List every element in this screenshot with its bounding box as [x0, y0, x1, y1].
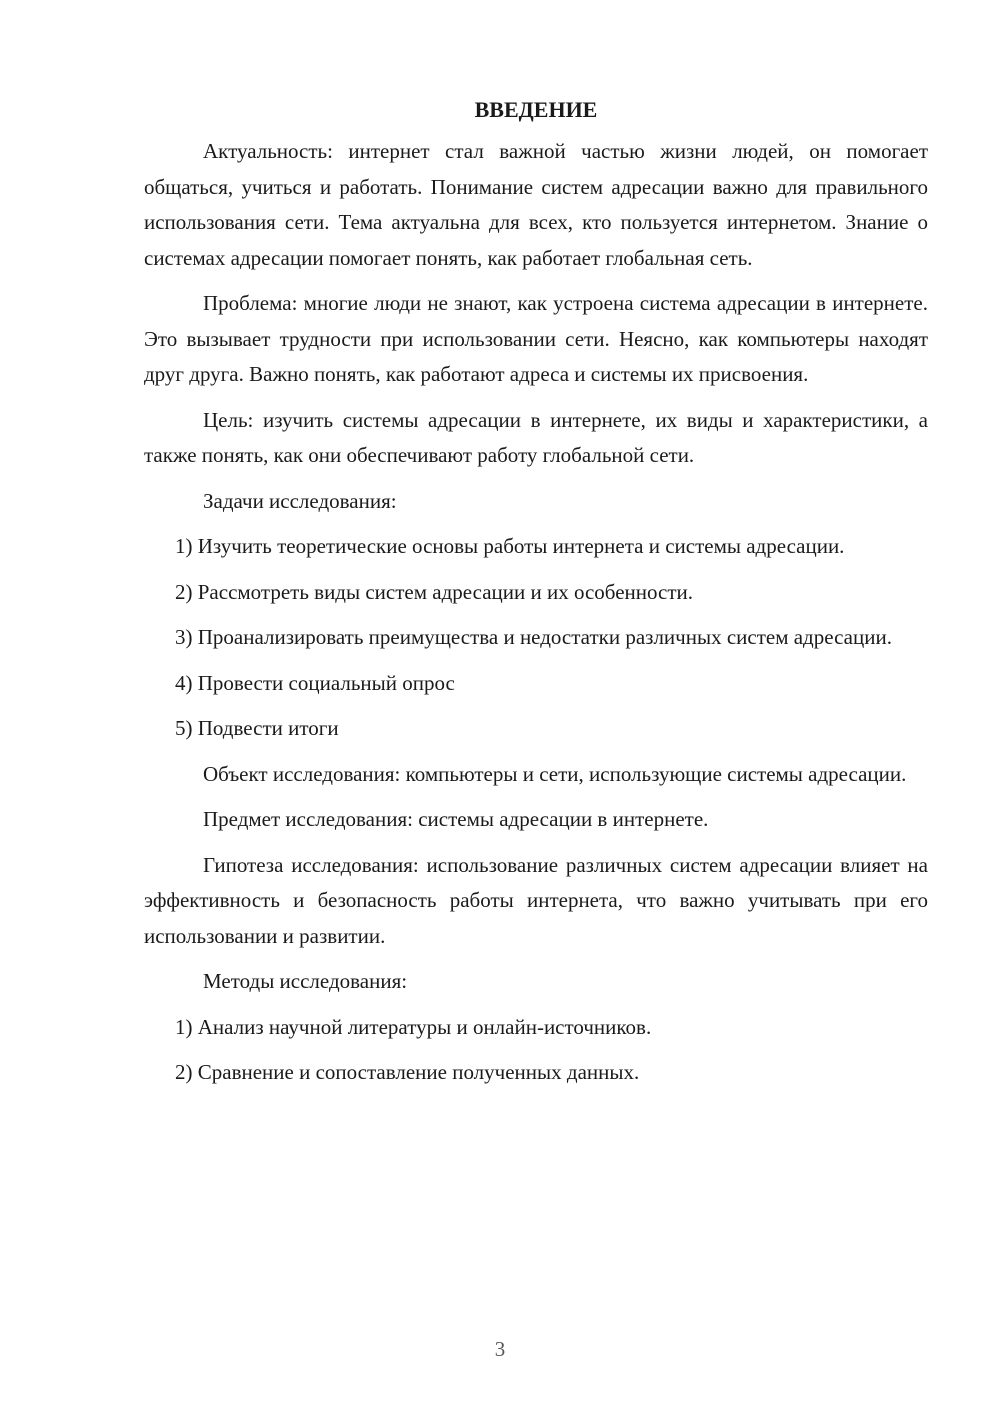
task-item-5: 5) Подвести итоги: [175, 716, 339, 740]
object-paragraph: Объект исследования: компьютеры и сети, использующие системы адресации.: [203, 761, 907, 786]
relevance-paragraph: Актуальность: интернет стал важной частью жизни людей, он помогает общаться, учиться и работать. Понимание систем адресации важно для правильного использования сети. Тема актуальна для всех, кто пользуется интернетом. Знание о системах адресации помогает понять, как работает глобальная сеть.: [144, 139, 928, 270]
problem-paragraph: Проблема: многие люди не знают, как устроена система адресации в интернете. Это вызывает трудности при использовании сети. Неясно, как компьютеры находят друг друга. Важно понять, как работают адреса и системы их присвоения.: [144, 291, 928, 386]
task-item-4: 4) Провести социальный опрос: [175, 670, 455, 695]
task-item-1: 1) Изучить теоретические основы работы интернета и системы адресации.: [175, 534, 845, 558]
tasks-heading: Задачи исследования:: [203, 488, 397, 513]
document-page: [144, 92, 928, 1101]
task-item-2: 2) Рассмотреть виды систем адресации и их особенности.: [175, 579, 694, 604]
hypothesis-paragraph: Гипотеза исследования: использование различных систем адресации влияет на эффективность и безопасность работы интернета, что важно учитывать при его использовании и развитии.: [144, 852, 928, 948]
methods-heading: Методы исследования:: [203, 969, 408, 993]
section-title: ВВЕДЕНИЕ: [474, 97, 598, 122]
goal-paragraph: Цель: изучить системы адресации в интернете, их виды и характеристики, а также понять, как они обеспечивают работу глобальной сети.: [144, 407, 928, 467]
subject-paragraph: Предмет исследования: системы адресации в интернете.: [203, 807, 709, 831]
page-number: 3: [494, 1337, 506, 1361]
method-item-1: 1) Анализ научной литературы и онлайн-источников.: [175, 1014, 652, 1039]
method-item-2: 2) Сравнение и сопоставление полученных данных.: [175, 1060, 640, 1084]
task-item-3: 3) Проанализировать преимущества и недостатки различных систем адресации.: [175, 625, 892, 649]
